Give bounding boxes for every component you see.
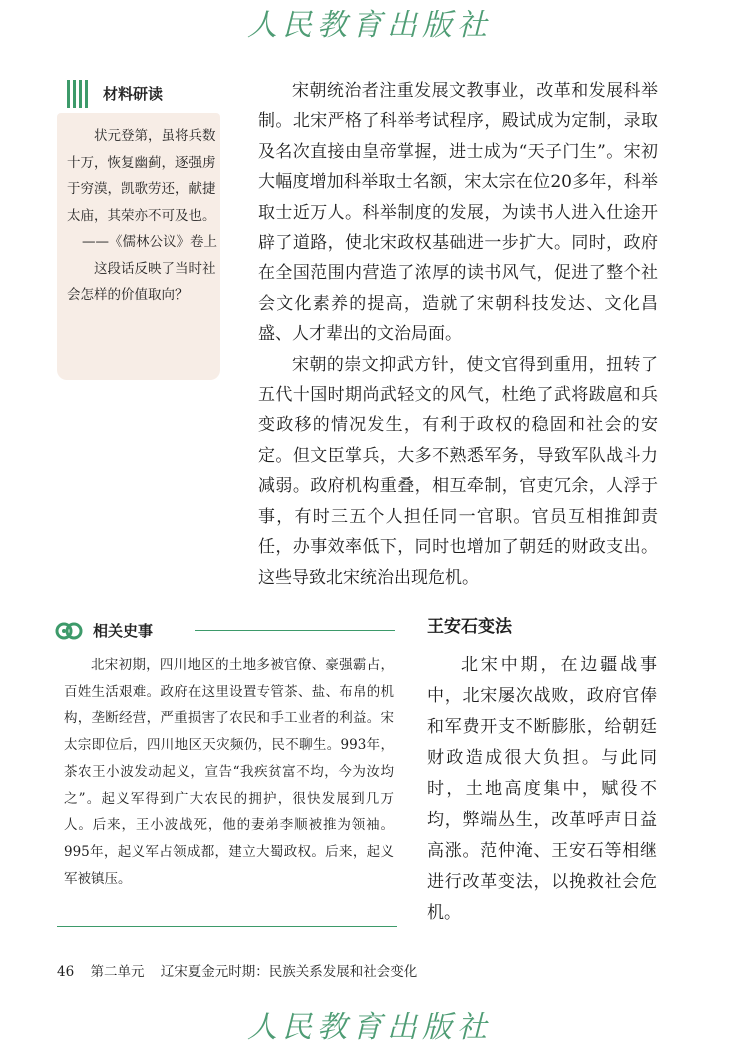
- material-question: 这段话反映了当时社会怎样的价值取向？: [67, 260, 216, 303]
- material-title: 材料研读: [103, 85, 164, 103]
- publisher-watermark-bottom: 人民教育出版社: [247, 1010, 492, 1045]
- related-history-bottom-divider: [57, 926, 397, 927]
- publisher-watermark-top: 人民教育出版社: [247, 8, 492, 43]
- footer-unit-title: 辽宋夏金元时期：民族关系发展和社会变化: [160, 964, 418, 980]
- wang-anshi-text: [427, 650, 657, 929]
- page-footer: [57, 960, 429, 980]
- main-paragraph-1: 宋朝统治者注重发展文教事业，改革和发展科举制。北宋严格了科举考试程序，殿试成为定制，录取及名次直接由皇帝掌握，进士成为“天子门生”。宋初大幅度增加科举取士名额，宋太宗在位20多年，科举取士近万人。科举制度的发展，为读书人进入仕途开辟了道路，使北宋政权基础进一步扩大。同时，政府在全国范围内营造了浓厚的读书风气，促进了整个社会文化素养的提高，造就了宋朝科技发达、文化昌盛、人才辈出的文治局面。: [258, 81, 658, 345]
- related-history-text: [64, 652, 394, 892]
- related-history-title: 相关史事: [93, 622, 154, 640]
- material-source: ——《儒林公议》卷上: [82, 234, 217, 250]
- main-paragraph-2: 宋朝的崇文抑武方针，使文官得到重用，扭转了五代十国时期尚武轻文的风气，杜绝了武将跋扈和兵变政移的情况发生，有利于政权的稳固和社会的安定。但文臣掌兵，大多不熟悉军务，导致军队战斗力减弱。政府机构重叠，相互牵制，官吏冗余，人浮于事，有时三五个人担任同一官职。官员互相推卸责任，办事效率低下，同时也增加了朝廷的财政支出。这些导致北宋统治出现危机。: [258, 354, 658, 588]
- wang-anshi-title: 王安石变法: [427, 617, 512, 637]
- related-history-paragraph: 北宋初期，四川地区的土地多被官僚、豪强霸占，百姓生活艰难。政府在这里设置专管茶、盐、布帛的机构，垄断经营，严重损害了农民和手工业者的利益。宋太宗即位后，四川地区天灾频仍，民不聊生。993年，茶农王小波发动起义，宣告“我疾贫富不均，今为汝均之”。起义军得到广大农民的拥护，很快发展到几万人。后来，王小波战死，他的妻弟李顺被推为领袖。995年，起义军占领成都，建立大蜀政权。后来，起义军被镇压。: [64, 657, 394, 887]
- bars-icon: [67, 80, 89, 108]
- main-text: [258, 76, 658, 593]
- material-quote-block: [67, 123, 217, 309]
- material-quote: 状元登第，虽将兵数十万，恢复幽蓟，逐强虏于穷漠，凯歌劳还，献捷太庙，其荣亦不可及也。: [67, 128, 216, 224]
- swirl-icon: [55, 617, 83, 645]
- wang-anshi-paragraph: 北宋中期，在边疆战事中，北宋屡次战败，政府官俸和军费开支不断膨胀，给朝廷财政造成很大负担。与此同时，土地高度集中，赋役不均，弊端丛生，改革呼声日益高涨。范仲淹、王安石等相继进行改革变法，以挽救社会危机。: [427, 655, 657, 923]
- footer-unit: 第二单元: [90, 964, 145, 980]
- related-history-divider: [195, 630, 395, 631]
- page-number: 46: [57, 964, 75, 980]
